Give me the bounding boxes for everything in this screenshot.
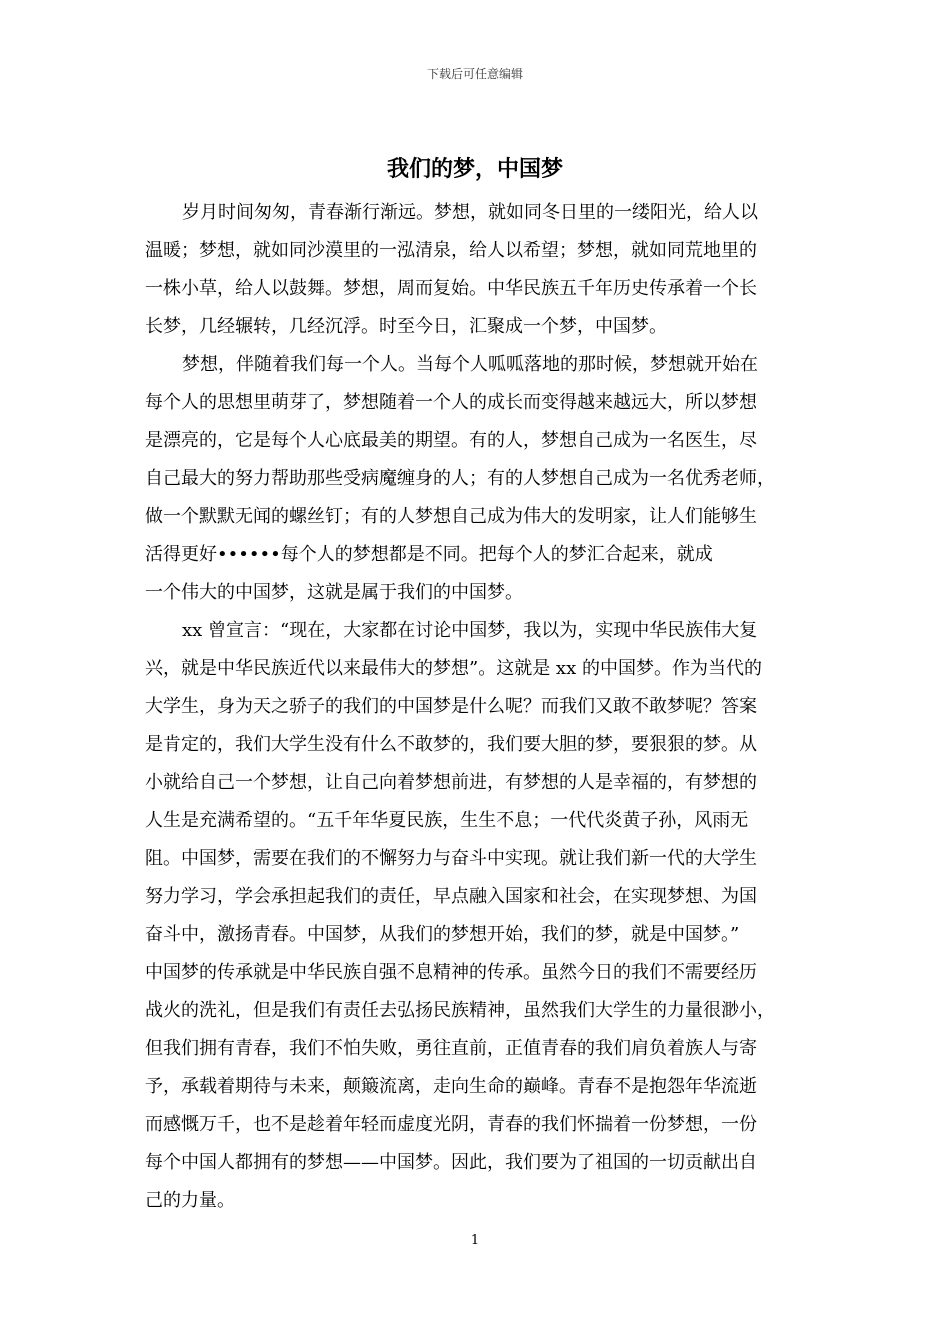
paragraph-line: 自己最大的努力帮助那些受病魔缠身的人；有的人梦想自己成为一名优秀老师， (145, 468, 775, 489)
paragraph-line: 奋斗中，激扬青春。中国梦，从我们的梦想开始，我们的梦，就是中国梦。” (145, 924, 740, 945)
paragraph-line: 岁月时间匆匆，青春渐行渐远。梦想，就如同冬日里的一缕阳光，给人以 (182, 202, 758, 223)
paragraph-line: 一株小草，给人以鼓舞。梦想，周而复始。中华民族五千年历史传承着一个长 (145, 278, 757, 299)
paragraph-line: 己的力量。 (145, 1190, 235, 1211)
paragraph-line: 是肯定的，我们大学生没有什么不敢梦的，我们要大胆的梦，要狠狠的梦。从 (145, 734, 757, 755)
paragraph-line: 而感慨万千，也不是趁着年轻而虚度光阴，青春的我们怀揣着一份梦想，一份 (145, 1114, 757, 1135)
paragraph-line: 是漂亮的，它是每个人心底最美的期望。有的人，梦想自己成为一名医生，尽 (145, 430, 757, 451)
paragraph-line: 小就给自己一个梦想，让自己向着梦想前进，有梦想的人是幸福的，有梦想的 (145, 772, 757, 793)
paragraph-line: 人生是充满希望的。“五千年华夏民族，生生不息；一代代炎黄子孙，风雨无 (145, 810, 749, 831)
page-header-note: 下载后可任意编辑 (426, 67, 523, 81)
paragraph-line: 兴，就是中华民族近代以来最伟大的梦想”。这就是 xx 的中国梦。作为当代的 (145, 658, 762, 679)
paragraph-line: 战火的洗礼，但是我们有责任去弘扬民族精神，虽然我们大学生的力量很渺小， (145, 1000, 775, 1021)
document-body (145, 194, 807, 1220)
paragraph-line: 一个伟大的中国梦，这就是属于我们的中国梦。 (145, 582, 523, 603)
paragraph-line: 努力学习，学会承担起我们的责任，早点融入国家和社会，在实现梦想、为国 (145, 886, 757, 907)
paragraph-line: 长梦，几经辗转，几经沉浮。时至今日，汇聚成一个梦，中国梦。 (145, 316, 667, 337)
paragraph-line: 梦想，伴随着我们每一个人。当每个人呱呱落地的那时候，梦想就开始在 (182, 354, 758, 375)
paragraph-line: 大学生，身为天之骄子的我们的中国梦是什么呢？而我们又敢不敢梦呢？答案 (145, 696, 757, 717)
paragraph-line: xx 曾宣言：“现在，大家都在讨论中国梦，我以为，实现中华民族伟大复 (182, 620, 758, 641)
paragraph-line: 每个人的思想里萌芽了，梦想随着一个人的成长而变得越来越远大，所以梦想 (145, 392, 757, 413)
paragraph-line: 温暖；梦想，就如同沙漠里的一泓清泉，给人以希望；梦想，就如同荒地里的 (145, 240, 757, 261)
paragraph-line: 每个中国人都拥有的梦想——中国梦。因此，我们要为了祖国的一切贡献出自 (145, 1152, 757, 1173)
paragraph-line: 中国梦的传承就是中华民族自强不息精神的传承。虽然今日的我们不需要经历 (145, 962, 757, 983)
paragraph-line: 阻。中国梦，需要在我们的不懈努力与奋斗中实现。就让我们新一代的大学生 (145, 848, 757, 869)
paragraph-line: 活得更好••••••每个人的梦想都是不同。把每个人的梦汇合起来，就成 (145, 544, 713, 565)
paragraph-line: 做一个默默无闻的螺丝钉；有的人梦想自己成为伟大的发明家，让人们能够生 (145, 506, 757, 527)
document-title: 我们的梦，中国梦 (386, 156, 563, 182)
page-number: 1 (470, 1233, 480, 1248)
paragraph-line: 予，承载着期待与未来，颠簸流离，走向生命的巅峰。青春不是抱怨年华流逝 (145, 1076, 757, 1097)
paragraph-line: 但我们拥有青春，我们不怕失败，勇往直前，正值青春的我们肩负着族人与寄 (145, 1038, 757, 1059)
